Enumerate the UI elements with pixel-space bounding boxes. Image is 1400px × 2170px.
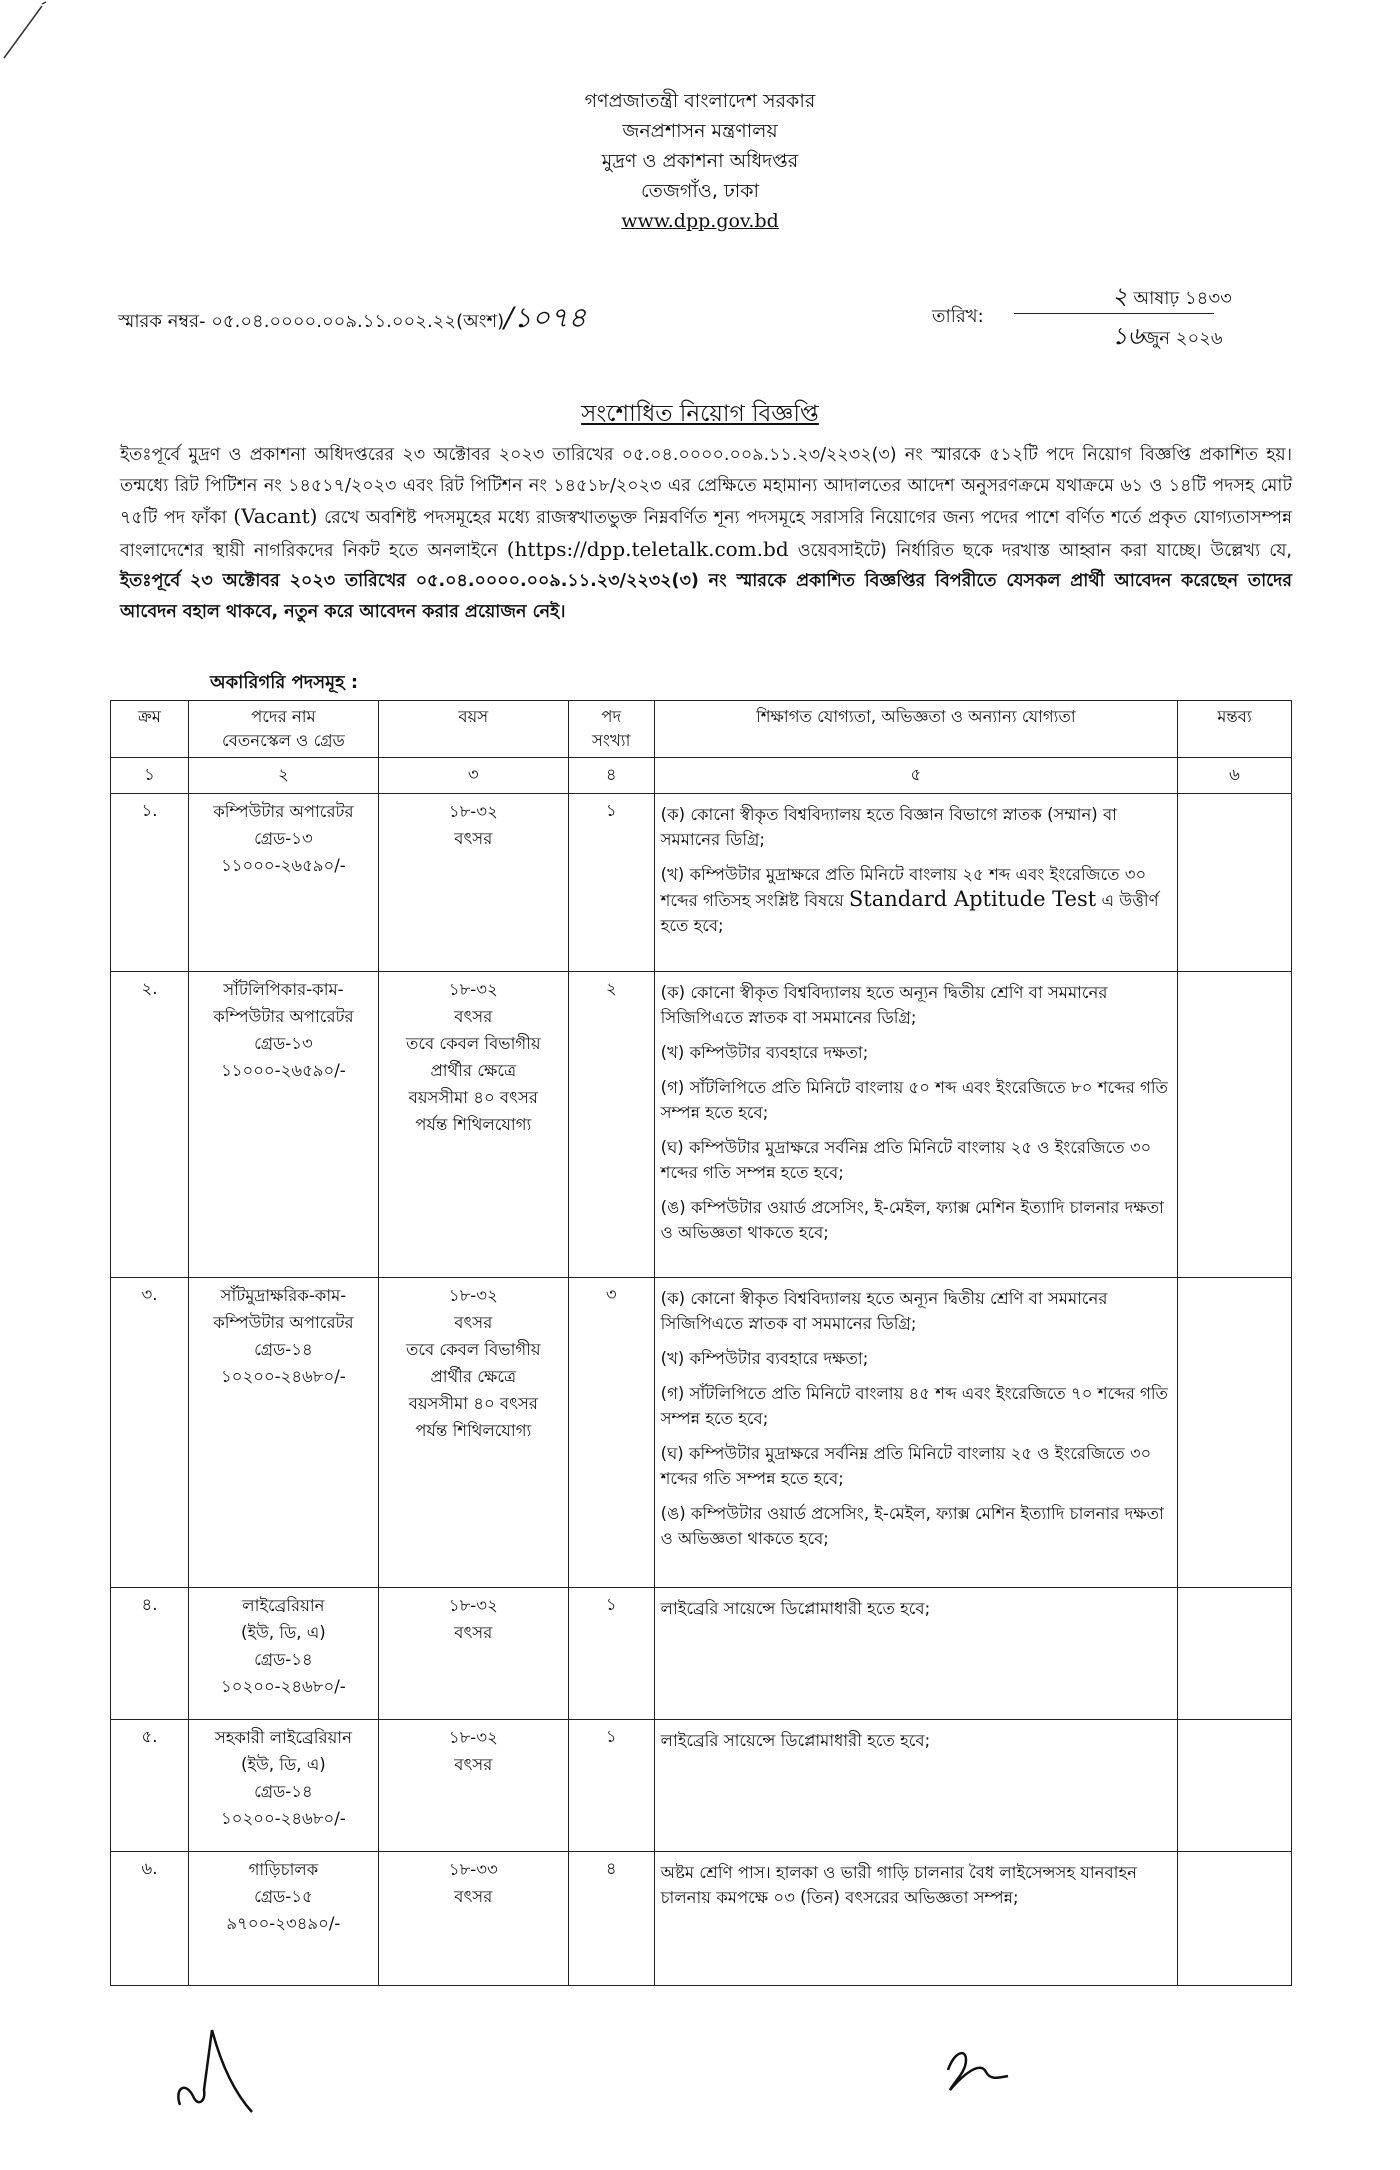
col-number: ৬ [1178, 758, 1292, 794]
date-label: তারিখ: [932, 306, 984, 327]
row-remarks [1178, 1588, 1292, 1720]
header-serial: ক্রম [111, 701, 189, 758]
govt-name: গণপ্রজাতন্ত্রী বাংলাদেশ সরকার [584, 90, 816, 112]
age-range: ১৮-৩২ [448, 1286, 498, 1305]
notice-body [120, 440, 1292, 627]
age-unit: বৎসর [454, 1623, 493, 1642]
table-row [111, 972, 1292, 1278]
post-grade: গ্রেড-১৪ [254, 1340, 313, 1359]
table-column-number-row [111, 758, 1292, 794]
qualification-item: (ক) কোনো স্বীকৃত বিশ্ববিদ্যালয় হতে বিজ্ঞান বিভাগে স্নাতক (সম্মান) বা সমমানের ডিগ্রি; [660, 805, 1117, 849]
row-post [188, 1588, 378, 1720]
table-header-row [111, 701, 1292, 758]
age-note: বয়সসীমা ৪০ বৎসর [408, 1394, 538, 1413]
memo-label: স্মারক নম্বর- ০৫.০৪.০০০০.০০৯.১১.০০২.২২(অংশ) [118, 311, 505, 332]
post-name: কম্পিউটার অপারেটর [213, 802, 354, 821]
row-remarks [1178, 972, 1292, 1278]
header-count-line2: সংখ্যা [591, 731, 631, 750]
corner-pen-mark [0, 0, 60, 70]
age-note: তবে কেবল বিভাগীয় [405, 1034, 541, 1053]
qualification-test-name: Standard Aptitude Test [848, 887, 1097, 911]
post-name: লাইব্রেরিয়ান [242, 1596, 325, 1615]
row-serial: ৩. [111, 1278, 189, 1588]
header-count-line1: পদ [601, 707, 622, 726]
post-note: (ইউ, ডি, এ) [241, 1623, 326, 1642]
signature-right [940, 2030, 1040, 2100]
qualification-item: (ক) কোনো স্বীকৃত বিশ্ববিদ্যালয় হতে অন্যূন দ্বিতীয় শ্রেণি বা সমমানের সিজিপিএতে স্নাতক বা সমমানের ডিগ্রি; [660, 983, 1108, 1027]
row-age [378, 1278, 568, 1588]
qualification-item: অষ্টম শ্রেণি পাস। হালকা ও ভারী গাড়ি চালনার বৈধ লাইসেন্সসহ যানবাহন চালনায় কমপক্ষে ০৩ (তিন) বৎসরের অভিজ্ঞতা সম্পন্ন; [660, 1863, 1137, 1907]
table-row [111, 1720, 1292, 1852]
table-row [111, 1852, 1292, 1986]
header-age: বয়স [378, 701, 568, 758]
qualification-item: (ক) কোনো স্বীকৃত বিশ্ববিদ্যালয় হতে অন্যূন দ্বিতীয় শ্রেণি বা সমমানের সিজিপিএতে স্নাতক বা সমমানের ডিগ্রি; [660, 1289, 1108, 1333]
body-bold-note: ইতঃপূর্বে ২৩ অক্টোবর ২০২৩ তারিখের ০৫.০৪.০০০০.০০৯.১১.২৩/২২৩২(৩) নং স্মারকে প্রকাশিত বিজ্ঞপ্তির বিপরীতে যেসকল প্রার্থী আবেদন করেছেন তাদের আবেদন বহাল থাকবে, নতুন করে আবেদন করার প্রয়োজন নেই। [120, 571, 1292, 622]
col-number: ৩ [378, 758, 568, 794]
post-note: (ইউ, ডি, এ) [241, 1755, 326, 1774]
table-row [111, 794, 1292, 972]
date-block [932, 278, 1292, 348]
row-remarks [1178, 1278, 1292, 1588]
row-serial: ৪. [111, 1588, 189, 1720]
signature-left [160, 2010, 280, 2130]
age-unit: বৎসর [454, 1887, 493, 1906]
qualification-item: লাইব্রেরি সায়েন্সে ডিপ্লোমাধারী হতে হবে; [660, 1599, 931, 1618]
row-count: ৩ [568, 1278, 654, 1588]
memo-number [118, 296, 586, 343]
website-link[interactable]: www.dpp.gov.bd [621, 210, 779, 232]
row-count: ১ [568, 1720, 654, 1852]
body-part-3: ওয়েবসাইটে) নির্ধারিত ছকে দরখাস্ত আহ্বান করা যাচ্ছে। উল্লেখ্য যে, [788, 540, 1292, 561]
age-unit: বৎসর [454, 1007, 493, 1026]
age-note: প্রার্থীর ক্ষেত্রে [430, 1367, 517, 1386]
qualification-item: (ঘ) কম্পিউটার মুদ্রাক্ষরে সর্বনিম্ন প্রতি মিনিটে বাংলায় ২৫ ও ইংরেজিতে ৩০ শব্দের গতি সম্পন্ন হতে হবে; [660, 1138, 1152, 1182]
age-unit: বৎসর [454, 829, 493, 848]
row-qualification [654, 972, 1177, 1278]
qualification-tail: এ উত্তীর্ণ হতে হবে; [660, 891, 1159, 935]
row-age [378, 1588, 568, 1720]
ministry-name: জনপ্রশাসন মন্ত্রণালয় [622, 120, 778, 142]
age-note: বয়সসীমা ৪০ বৎসর [408, 1088, 538, 1107]
age-range: ১৮-৩২ [448, 1596, 498, 1615]
row-count: ২ [568, 972, 654, 1278]
row-age [378, 972, 568, 1278]
row-serial: ১. [111, 794, 189, 972]
post-grade: গ্রেড-১৪ [254, 1782, 313, 1801]
notice-title: সংশোধিত নিয়োগ বিজ্ঞপ্তি [581, 401, 819, 427]
memo-handwritten-number: /১০৭৪ [504, 301, 587, 334]
body-apply-url[interactable]: (https://dpp.teletalk.com.bd [506, 536, 789, 561]
qualification-text: (খ) কম্পিউটার মুদ্রাক্ষরে প্রতি মিনিটে বাংলায় ২৫ শব্দ এবং ইংরেজিতে ৩০ শব্দের গতিসহ সংশ্লিষ্ট বিষয়ে [660, 865, 1147, 910]
row-qualification [654, 794, 1177, 972]
age-note: তবে কেবল বিভাগীয় [405, 1340, 541, 1359]
qualification-item: (খ) কম্পিউটার ব্যবহারে দক্ষতা; [660, 1349, 869, 1368]
post-grade: গ্রেড-১৩ [254, 1034, 313, 1053]
table-row [111, 1278, 1292, 1588]
row-serial: ৫. [111, 1720, 189, 1852]
age-note: প্রার্থীর ক্ষেত্রে [430, 1061, 517, 1080]
row-count: ১ [568, 794, 654, 972]
header-post-line1: পদের নাম [251, 707, 316, 726]
post-grade: গ্রেড-১৩ [254, 829, 313, 848]
header-post-line2: বেতনস্কেল ও গ্রেড [222, 731, 345, 750]
row-qualification [654, 1278, 1177, 1588]
body-part-2: রেখে অবশিষ্ট পদসমূহের মধ্যে রাজস্বখাতভুক্ত নিম্নবর্ণিত শূন্য পদসমূহে সরাসরি নিয়োগের জন্য পদের পাশে বর্ণিত শর্তে প্রকৃত যোগ্যতাসম্পন্ন বাংলাদেশের স্থায়ী নাগরিকদের নিকট হতে অনলাইনে [120, 508, 1293, 561]
section-heading: অকারিগরি পদসমূহ : [210, 672, 359, 693]
posts-table [110, 700, 1292, 1986]
row-qualification [654, 1720, 1177, 1852]
qualification-item: লাইব্রেরি সায়েন্সে ডিপ্লোমাধারী হতে হবে; [660, 1731, 931, 1750]
date-bangla-month-year: আষাঢ় ১৪৩৩ [1127, 288, 1232, 309]
col-number: ১ [111, 758, 189, 794]
age-range: ১৮-৩২ [448, 980, 498, 999]
age-unit: বৎসর [454, 1755, 493, 1774]
row-post [188, 1852, 378, 1986]
date-gregorian-day: ১৬ [1112, 322, 1144, 350]
letterhead [0, 86, 1400, 236]
post-scale: ১১০০০-২৬৫৯০/- [221, 856, 346, 875]
post-grade: গ্রেড-১৫ [254, 1887, 313, 1906]
age-unit: বৎসর [454, 1313, 493, 1332]
post-scale: ৯৭০০-২৩৪৯০/- [226, 1914, 341, 1933]
row-serial: ২. [111, 972, 189, 1278]
post-scale: ১০২০০-২৪৬৮০/- [221, 1809, 346, 1828]
age-range: ১৮-৩২ [448, 802, 498, 821]
row-remarks [1178, 1852, 1292, 1986]
post-scale: ১১০০০-২৬৫৯০/- [221, 1061, 346, 1080]
row-age [378, 1720, 568, 1852]
age-range: ১৮-৩২ [448, 1728, 498, 1747]
post-scale: ১০২০০-২৪৬৮০/- [221, 1367, 346, 1386]
post-name: গাড়িচালক [248, 1860, 319, 1879]
header-post [188, 701, 378, 758]
post-name: সহকারী লাইব্রেরিয়ান [214, 1728, 352, 1747]
qualification-item: (গ) সাঁটলিপিতে প্রতি মিনিটে বাংলায় ৫০ শব্দ এবং ইংরেজিতে ৮০ শব্দের গতি সম্পন্ন হতে হবে; [660, 1078, 1168, 1122]
post-scale: ১০২০০-২৪৬৮০/- [221, 1677, 346, 1696]
row-post [188, 1720, 378, 1852]
post-name: কম্পিউটার অপারেটর [213, 1313, 354, 1332]
body-vacant: (Vacant) [233, 504, 318, 528]
header-qualification: শিক্ষাগত যোগ্যতা, অভিজ্ঞতা ও অন্যান্য যোগ্যতা [654, 701, 1177, 758]
qualification-item: (ঙ) কম্পিউটার ওয়ার্ড প্রসেসিং, ই-মেইল, ফ্যাক্স মেশিন ইত্যাদি চালনার দক্ষতা ও অভিজ্ঞতা থাকতে হবে; [660, 1198, 1164, 1242]
age-range: ১৮-৩৩ [448, 1860, 498, 1879]
row-post [188, 1278, 378, 1588]
row-serial: ৬. [111, 1852, 189, 1986]
row-qualification [654, 1852, 1177, 1986]
date-bangla-day: ২ [1112, 282, 1128, 310]
qualification-item: (ঘ) কম্পিউটার মুদ্রাক্ষরে সর্বনিম্ন প্রতি মিনিটে বাংলায় ২৫ ও ইংরেজিতে ৩০ শব্দের গতি সম্পন্ন হতে হবে; [660, 1444, 1152, 1488]
date-divider [1014, 313, 1214, 314]
row-post [188, 794, 378, 972]
post-grade: গ্রেড-১৪ [254, 1650, 313, 1669]
col-number: ৫ [654, 758, 1177, 794]
row-age [378, 794, 568, 972]
col-number: ৪ [568, 758, 654, 794]
department-name: মুদ্রণ ও প্রকাশনা অধিদপ্তর [601, 150, 799, 172]
header-remarks: মন্তব্য [1178, 701, 1292, 758]
qualification-item: (খ) কম্পিউটার ব্যবহারে দক্ষতা; [660, 1043, 869, 1062]
date-bangla [1112, 278, 1232, 318]
office-location: তেজগাঁও, ঢাকা [640, 180, 760, 202]
post-name: সাঁটমুদ্রাক্ষরিক-কাম- [220, 1286, 347, 1305]
row-count: ৪ [568, 1852, 654, 1986]
table-row [111, 1588, 1292, 1720]
age-note: পর্যন্ত শিথিলযোগ্য [415, 1115, 532, 1134]
post-name: কম্পিউটার অপারেটর [213, 1007, 354, 1026]
age-note: পর্যন্ত শিথিলযোগ্য [415, 1421, 532, 1440]
body-part-1: ইতঃপূর্বে মুদ্রণ ও প্রকাশনা অধিদপ্তরের ২৩ অক্টোবর ২০২৩ তারিখের ০৫.০৪.০০০০.০০৯.১১.২৩/২২৩২(৩) নং স্মারকে ৫১২টি পদে নিয়োগ বিজ্ঞপ্তি প্রকাশিত হয়। তন্মধ্যে রিট পিটিশন নং ১৪৫১৭/২০২৩ এবং রিট পিটিশন নং ১৪৫১৮/২০২৩ এর প্রেক্ষিতে মহামান্য আদালতের আদেশ অনুসরণক্রমে যথাক্রমে ৬১ ও ১৪টি পদসহ মোট ৭৫টি পদ ফাঁকা [120, 445, 1293, 528]
row-qualification [654, 1588, 1177, 1720]
col-number: ২ [188, 758, 378, 794]
post-name: সাঁটলিপিকার-কাম- [223, 980, 344, 999]
row-remarks [1178, 794, 1292, 972]
qualification-item [661, 862, 1171, 938]
date-gregorian [1112, 318, 1223, 358]
header-count [568, 701, 654, 758]
row-count: ১ [568, 1588, 654, 1720]
row-remarks [1178, 1720, 1292, 1852]
qualification-item: (ঙ) কম্পিউটার ওয়ার্ড প্রসেসিং, ই-মেইল, ফ্যাক্স মেশিন ইত্যাদি চালনার দক্ষতা ও অভিজ্ঞতা থাকতে হবে; [660, 1504, 1164, 1548]
row-age [378, 1852, 568, 1986]
date-gregorian-month-year: জুন ২০২৬ [1143, 328, 1223, 349]
qualification-item: (গ) সাঁটলিপিতে প্রতি মিনিটে বাংলায় ৪৫ শব্দ এবং ইংরেজিতে ৭০ শব্দের গতি সম্পন্ন হতে হবে; [660, 1384, 1168, 1428]
row-post [188, 972, 378, 1278]
